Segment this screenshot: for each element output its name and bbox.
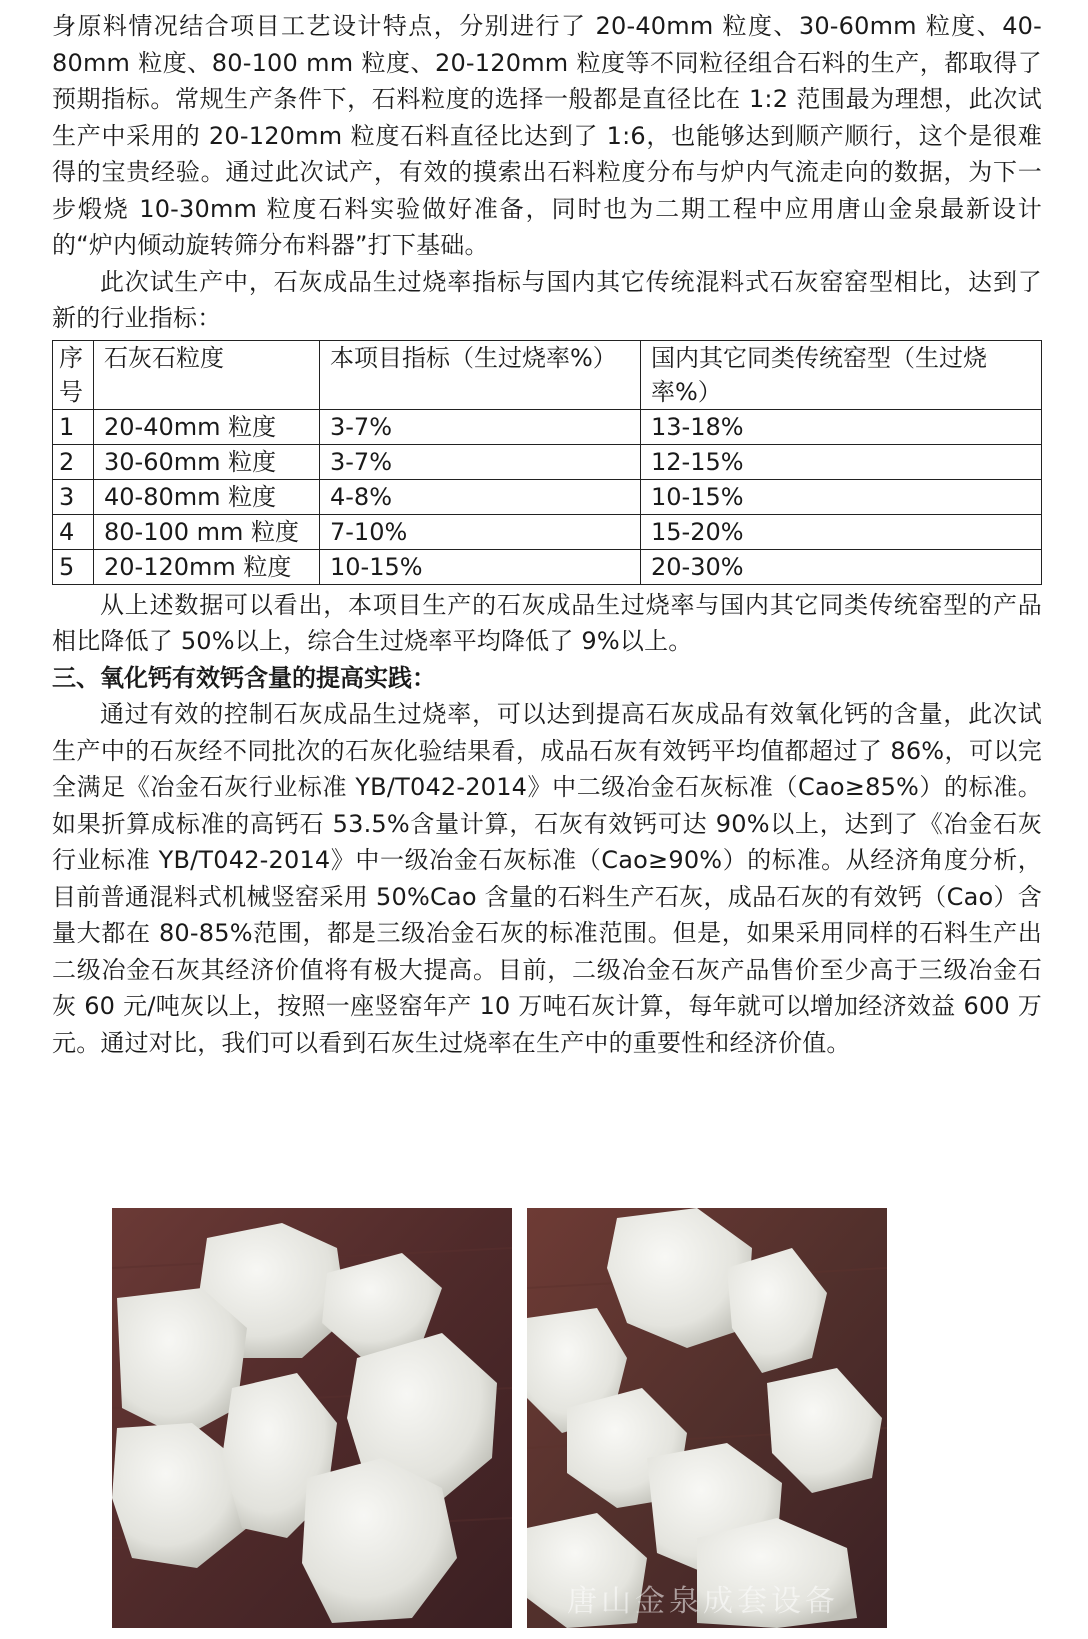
paragraph-cao: 通过有效的控制石灰成品生过烧率，可以达到提高石灰成品有效氧化钙的含量，此次试生产中的石灰经不同批次的石灰化验结果看，成品石灰有效钙平均值都超过了 86%，可以完全满足《冶金石灰行业标准 YB/T042-2014》中二级冶金石灰标准（Cao≥85%）的标准。如果折算成标准的高钙石 53.5%含量计算，石灰有效钙可达 90%以上，达到了《冶金石灰行业标准 YB/T042-2014》中一级冶金石灰标准（Cao≥90%）的标准。从经济角度分析，目前普通混料式机械竖窑采用 50%Cao 含量的石料生产石灰，成品石灰的有效钙（Cao）含量大都在 80-85%范围，都是三级冶金石灰的标准范围。但是，如果采用同样的石料生产出二级冶金石灰其经济价值将有极大提高。目前，二级冶金石灰产品售价至少高于三级冶金石灰 60 元/吨灰以上，按照一座竖窑年产 10 万吨石灰计算，每年就可以增加经济效益 600 万元。通过对比，我们可以看到石灰生过烧率在生产中的重要性和经济价值。 — [52, 700, 1042, 1057]
cell-size: 40-80mm 粒度 — [94, 479, 320, 514]
cell-project: 4-8% — [320, 479, 641, 514]
table-row — [53, 444, 1042, 479]
lime-photo-left — [112, 1208, 512, 1628]
table-header-row — [53, 340, 1042, 409]
paragraph-conclusion: 从上述数据可以看出，本项目生产的石灰成品生过烧率与国内其它同类传统窑型的产品相比降低了 50%以上，综合生过烧率平均降低了 9%以上。 — [52, 590, 1042, 655]
cell-size: 20-120mm 粒度 — [94, 549, 320, 584]
table-row — [53, 549, 1042, 584]
header-project: 本项目指标（生过烧率%） — [320, 340, 641, 409]
paragraph-comparison: 此次试生产中，石灰成品生过烧率指标与国内其它传统混料式石灰窑窑型相比，达到了新的行业指标： — [52, 267, 1042, 332]
document-page — [52, 8, 1042, 1061]
cell-no: 3 — [53, 479, 94, 514]
cell-no: 2 — [53, 444, 94, 479]
cell-size: 80-100 mm 粒度 — [94, 514, 320, 549]
lime-photo-right — [527, 1208, 887, 1628]
lime-photos — [112, 1208, 887, 1628]
watermark-text: 唐山金泉成套设备 — [567, 1584, 839, 1619]
cell-size: 20-40mm 粒度 — [94, 409, 320, 444]
cell-domestic: 13-18% — [641, 409, 1042, 444]
cell-project: 3-7% — [320, 444, 641, 479]
cell-no: 1 — [53, 409, 94, 444]
paragraph-intro: 身原料情况结合项目工艺设计特点，分别进行了 20-40mm 粒度、30-60mm 粒度、40-80mm 粒度、80-100 mm 粒度、20-120mm 粒度等不同粒径组合石料的生产，都取得了预期指标。常规生产条件下，石料粒度的选择一般都是直径比在 1:2 范围最为理想，此次试生产中采用的 20-120mm 粒度石料直径比达到了 1:6，也能够达到顺产顺行，这个是很难得的宝贵经验。通过此次试产，有效的摸索出石料粒度分布与炉内气流走向的数据，为下一步煅烧 10-30mm 粒度石料实验做好准备，同时也为二期工程中应用唐山金泉最新设计的“炉内倾动旋转筛分布料器”打下基础。 — [52, 12, 1042, 259]
cell-domestic: 10-15% — [641, 479, 1042, 514]
table-row — [53, 514, 1042, 549]
burn-rate-table — [52, 340, 1042, 585]
cell-no: 5 — [53, 549, 94, 584]
cell-project: 7-10% — [320, 514, 641, 549]
cell-domestic: 12-15% — [641, 444, 1042, 479]
cell-domestic: 20-30% — [641, 549, 1042, 584]
cell-domestic: 15-20% — [641, 514, 1042, 549]
cell-size: 30-60mm 粒度 — [94, 444, 320, 479]
cell-no: 4 — [53, 514, 94, 549]
header-domestic: 国内其它同类传统窑型（生过烧率%） — [641, 340, 1042, 409]
table-row — [53, 479, 1042, 514]
header-size: 石灰石粒度 — [94, 340, 320, 409]
table-row — [53, 409, 1042, 444]
header-no: 序号 — [53, 340, 94, 409]
cell-project: 10-15% — [320, 549, 641, 584]
cell-project: 3-7% — [320, 409, 641, 444]
section-heading: 三、氧化钙有效钙含量的提高实践： — [52, 663, 436, 692]
